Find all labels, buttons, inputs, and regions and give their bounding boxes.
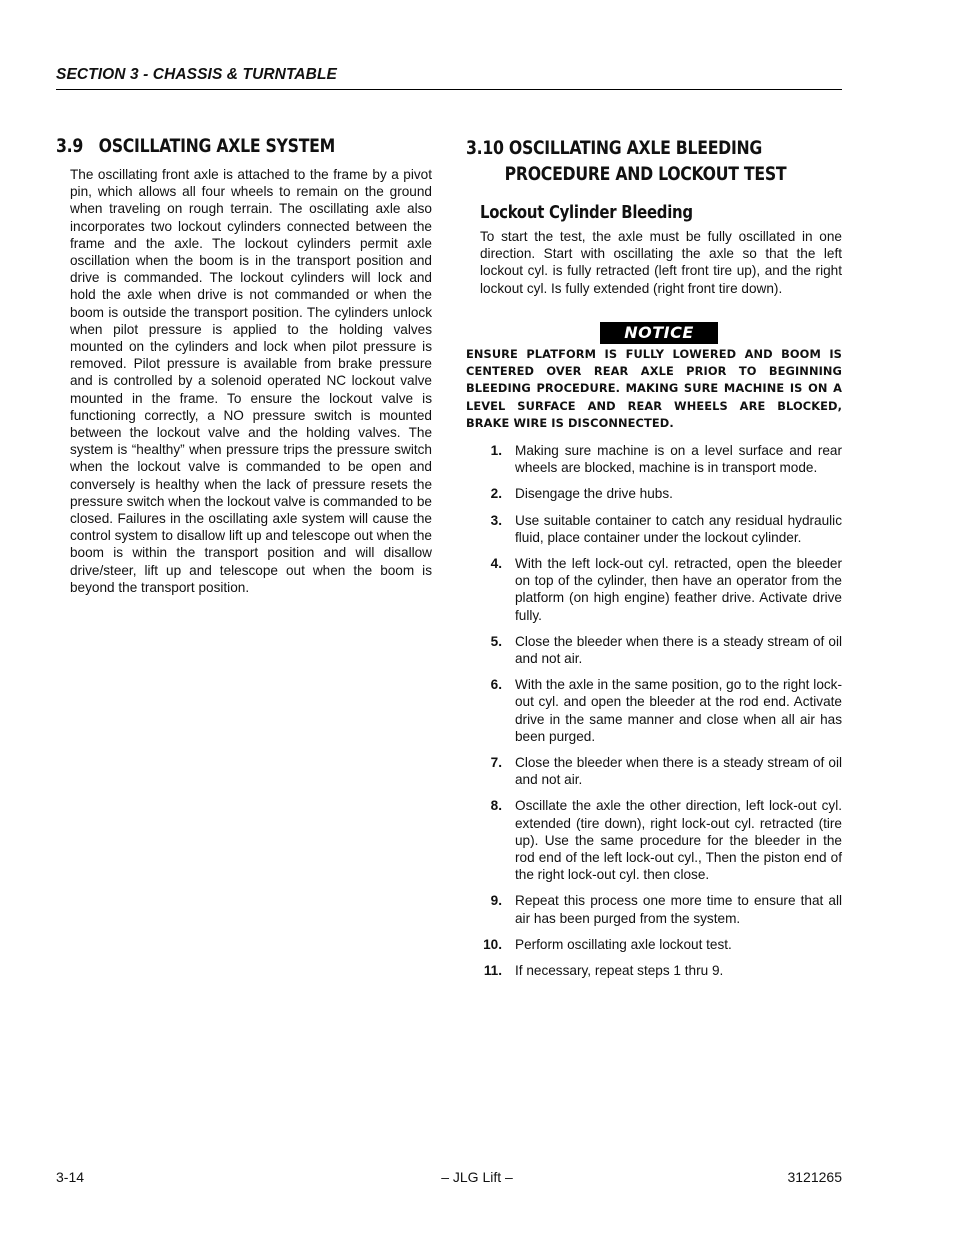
step-number: 3. xyxy=(490,512,502,528)
step-item xyxy=(480,555,842,624)
footer-page-number: 3-14 xyxy=(56,1169,85,1185)
step-item xyxy=(480,442,842,476)
step-number: 10. xyxy=(483,936,502,952)
lockout-cylinder-bleeding-heading: Lockout Cylinder Bleeding xyxy=(480,202,693,223)
step-text: Making sure machine is on a level surface and rear wheels are blocked, machine is in transport mode. xyxy=(515,443,842,476)
section-3-10-title-line2: PROCEDURE AND LOCKOUT TEST xyxy=(504,163,787,185)
step-text: With the left lock-out cyl. retracted, open the bleeder on top of the cylinder, then have an operator from the platform (on high engine) feather drive. Activate drive fully. xyxy=(515,556,842,623)
step-number: 2. xyxy=(490,486,502,502)
step-item xyxy=(480,633,842,667)
step-item xyxy=(480,676,842,745)
section-header-title: SECTION 3 - CHASSIS & TURNTABLE xyxy=(56,66,337,83)
step-number: 8. xyxy=(490,798,502,814)
section-3-10-intro: To start the test, the axle must be fully oscillated in one direction. Start with oscillating the axle so that the left lockout cyl. is fully retracted (left front tire up), and the right lockout cyl. Is fully extended (right front tire down). xyxy=(480,229,842,296)
step-text: If necessary, repeat steps 1 thru 9. xyxy=(515,963,724,979)
step-text: Oscillate the axle the other direction, left lock-out cyl. extended (tire down), right lock-out cyl. retracted (tire up). Use the same procedure for the bleeder in the rod end of the left lock-out cyl., Then the piston end of the right lock-out cyl. then close. xyxy=(515,798,842,883)
footer-doc-number: 3121265 xyxy=(787,1169,842,1185)
page-header xyxy=(56,66,842,90)
notice-label: NOTICE xyxy=(600,322,718,344)
step-text: Disengage the drive hubs. xyxy=(515,486,673,502)
step-item xyxy=(480,962,842,979)
step-text: With the axle in the same position, go to the right lock-out cyl. and open the bleeder at the rod end. Activate drive in the same manner and close when all air has been purged. xyxy=(515,677,842,744)
step-number: 7. xyxy=(490,755,502,771)
step-text: Close the bleeder when there is a steady stream of oil and not air. xyxy=(515,755,842,788)
step-item xyxy=(480,754,842,788)
bleeding-steps-list xyxy=(480,442,842,988)
section-3-10-title-line1: 3.10 OSCILLATING AXLE BLEEDING xyxy=(466,137,763,159)
section-3-10-title xyxy=(466,135,786,187)
step-item xyxy=(480,485,842,502)
step-text: Use suitable container to catch any residual hydraulic fluid, place container under the lockout cylinder. xyxy=(515,512,842,545)
step-text: Close the bleeder when there is a steady stream of oil and not air. xyxy=(515,633,842,667)
step-number: 1. xyxy=(490,443,502,458)
section-3-9-title: 3.9 OSCILLATING AXLE SYSTEM xyxy=(56,135,336,157)
step-text: Repeat this process one more time to ensure that all air has been purged from the system. xyxy=(515,893,842,926)
step-item xyxy=(480,892,842,926)
step-number: 9. xyxy=(490,893,502,909)
step-number: 6. xyxy=(490,677,502,693)
footer-publisher: – JLG Lift – xyxy=(441,1169,513,1185)
step-item xyxy=(480,797,842,883)
step-number: 4. xyxy=(490,556,502,572)
step-item xyxy=(480,512,842,546)
notice-text: ENSURE PLATFORM IS FULLY LOWERED AND BOOM IS CENTERED OVER REAR AXLE PRIOR TO BEGINNING BLEEDING PROCEDURE. MAKING SURE MACHINE IS ON A LEVEL SURFACE AND REAR WHEELS ARE BLOCKED, BRAKE WIRE IS DISCONNECTED. xyxy=(466,347,842,430)
step-text: Perform oscillating axle lockout test. xyxy=(515,936,732,952)
step-item xyxy=(480,936,842,953)
section-3-9-body: The oscillating front axle is attached to the frame by a pivot pin, which allows all four wheels to remain on the ground when traveling on rough terrain. The oscillating axle also incorporates two lockout cylinders connected between the frame and the axle. The lockout cylinders permit axle oscillation when the boom is in the transport position and drive is commanded. The lockout cylinders will lock and hold the axle when drive is not commanded or when the boom is outside the transport position. The cylinders unlock when pilot pressure is applied to the holding valves mounted on the cylinders and lock when pilot pressure is removed. Pilot pressure is available from brake pressure and is controlled by a solenoid operated NC lockout valve mounted in the frame. To ensure the lockout valve is functioning correctly, a NO pressure switch is mounted between the lockout valve and the holding valves. The system is “healthy” when pressure trips the pressure switch when the lockout valve is commanded to be open and conversely is healthy when the lack of pressure resets the pressure switch when the lockout valve is commanded to be closed. Failures in the oscillating axle system will cause the control system to disallow lift up and telescope out when the boom is within the transport position and will disallow drive/steer, lift up and telescope out when the boom is beyond the transport position. xyxy=(70,167,432,595)
step-number: 11. xyxy=(483,963,502,979)
step-number: 5. xyxy=(490,633,502,649)
